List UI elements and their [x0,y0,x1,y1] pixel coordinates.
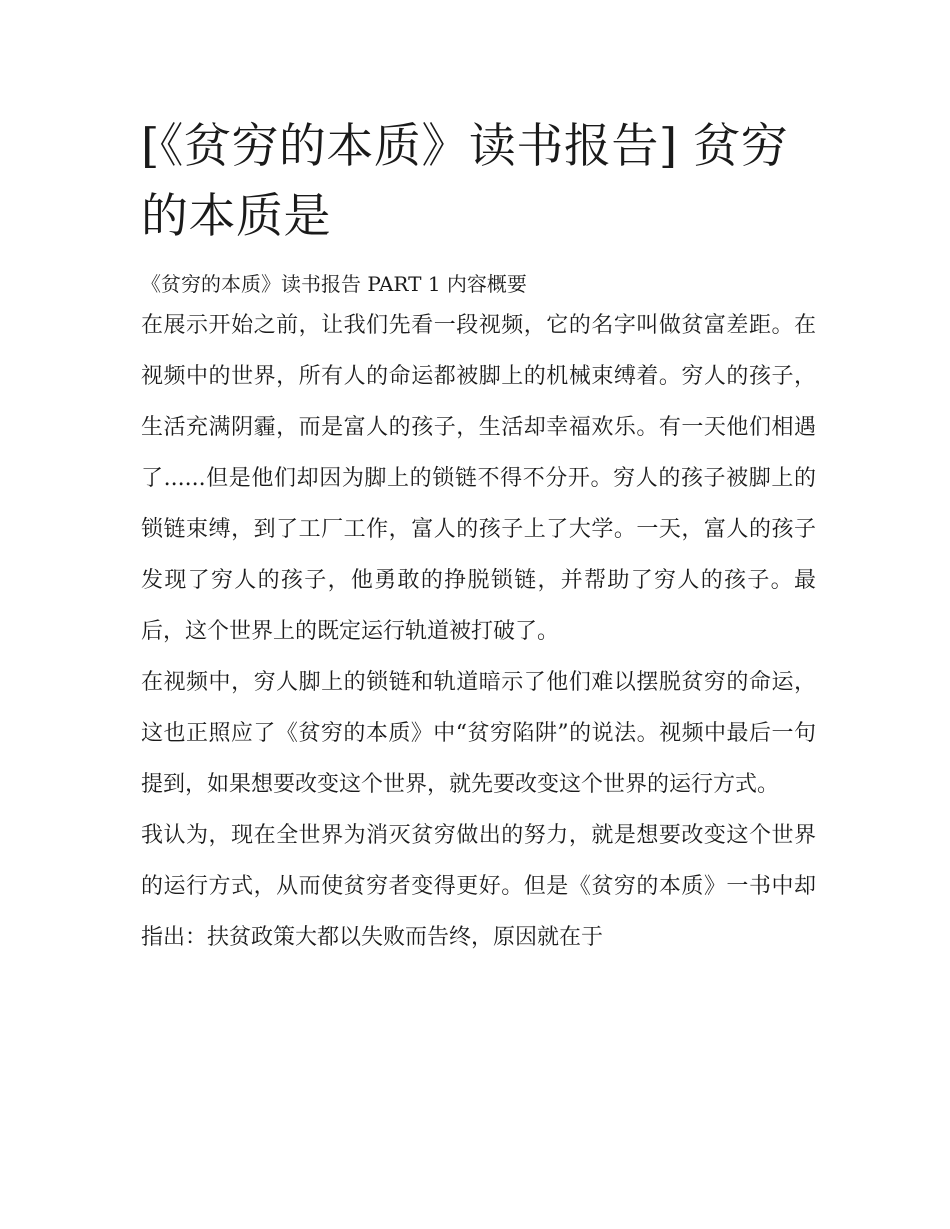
body-paragraph-1: 在展示开始之前，让我们先看一段视频，它的名字叫做贫富差距。在视频中的世界，所有人的命运都被脚上的机械束缚着。穷人的孩子，生活充满阴霾，而是富人的孩子，生活却幸福欢乐。有一天他们相遇了......但是他们却因为脚上的锁链不得不分开。穷人的孩子被脚上的锁链束缚，到了工厂工作，富人的孩子上了大学。一天，富人的孩子发现了穷人的孩子，他勇敢的挣脱锁链，并帮助了穷人的孩子。最后，这个世界上的既定运行轨道被打破了。 [141,313,816,644]
body-paragraph-2: 在视频中，穷人脚上的锁链和轨道暗示了他们难以摆脱贫穷的命运，这也正照应了《贫穷的本质》中“贫穷陷阱”的说法。视频中最后一句提到，如果想要改变这个世界，就先要改变这个世界的运行方式。 [141,670,816,797]
section-heading: 《贫穷的本质》读书报告 PART 1 内容概要 [141,272,527,296]
document-page [141,112,816,963]
body-paragraph-3: 我认为，现在全世界为消灭贫穷做出的努力，就是想要改变这个世界的运行方式，从而使贫穷者变得更好。但是《贫穷的本质》一书中却指出：扶贫政策大都以失败而告终，原因就在于 [141,823,816,950]
document-title: [《贫穷的本质》读书报告] 贫穷的本质是 [141,119,789,244]
